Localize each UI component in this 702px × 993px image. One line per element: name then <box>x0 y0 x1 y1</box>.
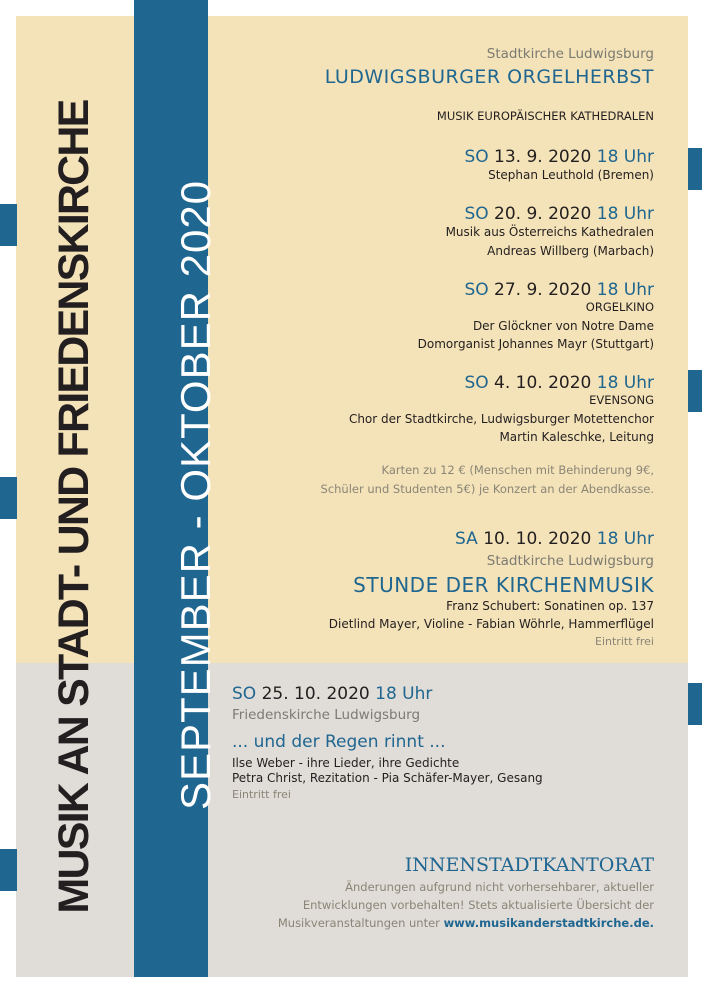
entry-note: Eintritt frei <box>232 788 291 801</box>
series-title: LUDWIGSBURGER ORGELHERBST <box>324 66 654 88</box>
event-date: 20. 9. 2020 <box>494 204 592 224</box>
event-day: SO <box>464 280 489 300</box>
footer-prefix: Musikveranstaltungen unter <box>277 916 444 930</box>
event-date: 13. 9. 2020 <box>494 147 592 167</box>
event-date-line <box>464 204 654 224</box>
series-venue: Stadtkirche Ludwigsburg <box>486 46 654 62</box>
event-title: ... und der Regen rinnt ... <box>232 732 446 752</box>
event-date: 25. 10. 2020 <box>261 684 370 704</box>
event-time: 18 Uhr <box>375 684 433 704</box>
edge-tab <box>0 849 17 891</box>
event-line: Musik aus Österreichs Kathedralen <box>445 225 654 239</box>
event-date-line <box>464 373 654 393</box>
event-date-line <box>455 529 654 549</box>
event-date: 10. 10. 2020 <box>483 529 592 549</box>
event-line: Stephan Leuthold (Bremen) <box>488 168 654 182</box>
entry-note: Eintritt frei <box>595 635 654 648</box>
edge-tab <box>688 683 702 725</box>
website-link[interactable]: www.musikanderstadtkirche.de. <box>443 916 654 930</box>
event-time: 18 Uhr <box>596 373 654 393</box>
footer-line <box>278 916 654 930</box>
event-line: Dietlind Mayer, Violine - Fabian Wöhrle, Hammerflügel <box>328 617 654 631</box>
event-day: SO <box>232 684 257 704</box>
event-time: 18 Uhr <box>596 529 654 549</box>
vertical-period: SEPTEMBER - OKTOBER 2020 <box>172 179 219 811</box>
event-day: SA <box>455 529 478 549</box>
event-line: Chor der Stadtkirche, Ludwigsburger Motettenchor <box>348 412 654 426</box>
event-day: SO <box>464 204 489 224</box>
org-name: INNENSTADTKANTORAT <box>404 854 654 876</box>
event-line: ORGELKINO <box>585 300 654 314</box>
event-day: SO <box>464 147 489 167</box>
event-line: Domorganist Johannes Mayr (Stuttgart) <box>417 337 654 351</box>
event-date: 27. 9. 2020 <box>494 280 592 300</box>
event-line: Franz Schubert: Sonatinen op. 137 <box>446 599 654 613</box>
series-subtitle: MUSIK EUROPÄISCHER KATHEDRALEN <box>436 109 654 123</box>
event-time: 18 Uhr <box>596 147 654 167</box>
event-date-line <box>464 280 654 300</box>
ticket-info: Schüler und Studenten 5€) je Konzert an der Abendkasse. <box>320 482 654 496</box>
event-time: 18 Uhr <box>596 280 654 300</box>
event-venue: Friedenskirche Ludwigsburg <box>232 707 421 723</box>
event-time: 18 Uhr <box>596 204 654 224</box>
edge-tab <box>688 370 702 412</box>
edge-tab <box>688 148 702 190</box>
event-line: Martin Kaleschke, Leitung <box>499 430 654 444</box>
event-line: Ilse Weber - ihre Lieder, ihre Gedichte <box>232 756 460 770</box>
event-venue: Stadtkirche Ludwigsburg <box>486 553 654 569</box>
event-line: Petra Christ, Rezitation - Pia Schäfer-Mayer, Gesang <box>232 771 543 785</box>
edge-tab <box>0 477 17 519</box>
event-date-line <box>232 684 432 704</box>
event-line: EVENSONG <box>589 393 654 407</box>
footer-line: Entwicklungen vorbehalten! Stets aktualisierte Übersicht der <box>302 898 654 912</box>
event-title: STUNDE DER KIRCHENMUSIK <box>353 573 654 597</box>
ticket-info: Karten zu 12 € (Menschen mit Behinderung 9€, <box>381 463 654 477</box>
event-line: Der Glöckner von Notre Dame <box>472 319 654 333</box>
event-day: SO <box>464 373 489 393</box>
footer-line: Änderungen aufgrund nicht vorhersehbarer, aktueller <box>345 880 654 894</box>
event-line: Andreas Willberg (Marbach) <box>487 244 654 258</box>
event-date: 4. 10. 2020 <box>494 373 592 393</box>
event-date-line <box>464 147 654 167</box>
vertical-title: MUSIK AN STADT- UND FRIEDENSKIRCHE <box>50 100 98 914</box>
edge-tab <box>0 204 17 246</box>
